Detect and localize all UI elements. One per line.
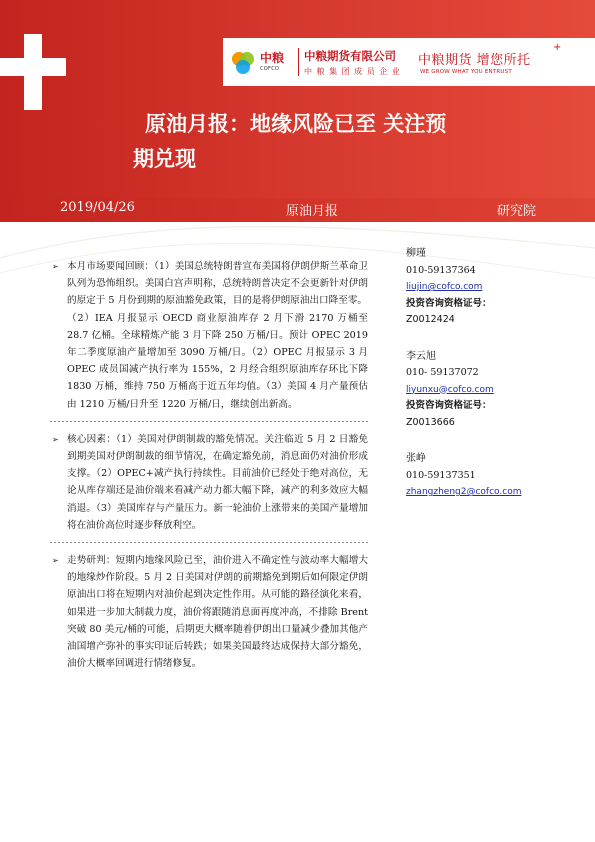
arrow-bullet-icon: ➢ — [52, 434, 59, 444]
brand-cn: 中粮 — [260, 51, 285, 65]
license-number: Z0013666 — [406, 416, 455, 428]
license-label: 投资咨询资格证号： — [406, 400, 492, 411]
company-name: 中粮期货有限公司 — [304, 49, 396, 63]
slogan: 中粮期货 增您所托 — [418, 53, 531, 68]
header-banner — [0, 0, 595, 200]
license-number: Z0012424 — [406, 314, 455, 325]
slogan-en: WE GROW WHAT YOU ENTRUST — [420, 69, 512, 75]
analyst-name: 李云旭 — [406, 350, 436, 362]
analyst-phone: 010-59137364 — [406, 264, 476, 276]
analyst-email-link[interactable]: liyunxu@cofco.com — [406, 384, 494, 395]
company-subtitle: 中 粮 集 团 成 员 企 业 — [304, 67, 401, 76]
paragraph: 本月市场要闻回顾：（1）美国总统特朗普宣布美国将伊朗伊斯兰革命卫队列为恐怖组织。美国白宫声明称，总统特朗普决定不会更新针对伊朗的原定于 5 月份到期的原油豁免政策，目的是将伊朗原油出口降至零。 — [67, 261, 368, 307]
arrow-bullet-icon: ➢ — [52, 262, 59, 271]
logo-divider — [298, 48, 299, 76]
paragraph: 走势研判：短期内地缘风险已至，油价进入不确定性与波动率大幅增大的地缘炒作阶段。5 月 2 日美国对伊朗的前期豁免到期后如何限定伊朗原油出口将在短期内对油价起到决定性作用。从可能的路径演化来看，如果进一步加大制裁力度，油价将跟随消息面再度冲高，不排除 Brent 突破 80 美元/桶的可能，后期更大概率随着伊朗出口量减少叠加其他产油国增产弥补的事实印证后转跌；如果美国最终达成保持大部分豁免，油价大概率回调进行情绪修复。 — [67, 555, 368, 670]
bullet-core-factors — [50, 431, 368, 534]
analyst-name: 柳瑾 — [406, 248, 426, 259]
bullet-trend-outlook — [50, 552, 368, 672]
report-type: 原油月报 — [286, 204, 339, 219]
cofco-logo-icon — [230, 50, 256, 76]
report-date: 2019/04/26 — [60, 200, 135, 215]
report-title-line1: 原油月报：地缘风险已至 关注预 — [145, 111, 447, 136]
arrow-bullet-icon: ➢ — [52, 556, 59, 566]
department: 研究院 — [497, 204, 537, 219]
analyst-phone: 010- 59137072 — [406, 367, 479, 378]
sparkle-icon: + — [553, 42, 562, 53]
main-content — [50, 258, 368, 672]
plus-logo-bar — [0, 58, 66, 76]
paragraph: 核心因素：（1）美国对伊朗制裁的豁免情况。关注临近 5 月 2 日豁免到期美国对伊朗制裁的细节情况，在确定豁免前，消息面仍对油价形成支撑。（2）OPEC+减产执行持续性。目前油价已经处于绝对高位，无论从库存端还是油价端来看减产动力都大幅下降，减产的利多效应大幅消退。（3）美国库存与产量压力。新一轮油价上涨带来的美国产量增加将在油价高位时逐步释放利空。 — [67, 433, 368, 531]
dotted-divider — [50, 421, 368, 422]
brand-en: COFCO — [260, 66, 280, 72]
analyst-phone: 010-59137351 — [406, 469, 476, 481]
analyst-name: 张峥 — [406, 453, 426, 464]
dotted-divider — [50, 542, 368, 543]
paragraph: （2）IEA 月报显示 OECD 商业原油库存 2 月下滑 2170 万桶至 28.7 亿桶。全球精炼产能 3 月下降 250 万桶/日。预计 OPEC 2019 年二季度原油产量增加至 3090 万桶/日。（2）OPEC 月报显示 3 月 OPEC 成员国减产执行率为 155%，2 月经合组织原油库存环比下降 1830 万桶，维持 750 万桶高于近五年均值。（3）美国 4 月产量预估由 1210 万桶/日升至 1220 万桶/日，继续创出新高。 — [67, 312, 368, 410]
analyst-sidebar — [406, 246, 576, 501]
analyst-email-link[interactable]: zhangzheng2@cofco.com — [406, 487, 522, 497]
report-title-line2: 期兑现 — [133, 146, 196, 171]
bullet-market-news — [50, 258, 368, 413]
license-label: 投资咨询资格证号： — [406, 297, 492, 309]
analyst-email-link[interactable]: liujin@cofco.com — [406, 282, 483, 292]
